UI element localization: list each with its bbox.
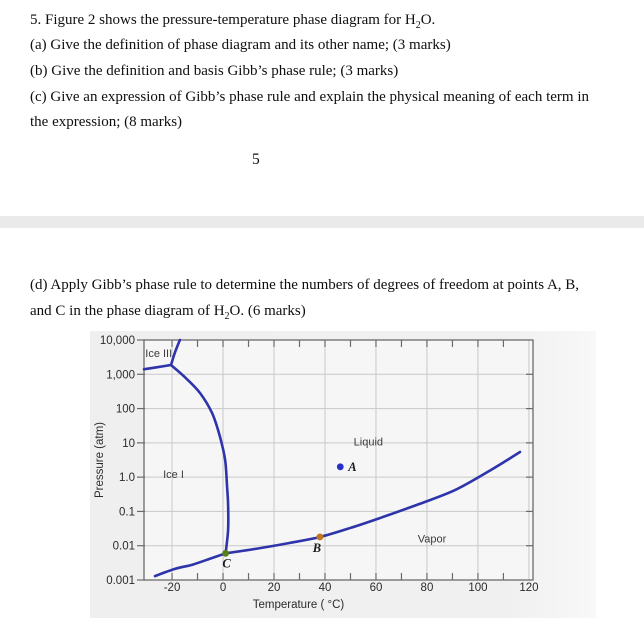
question-part-c-line1: (c) Give an expression of Gibb’s phase rule and explain the physical meaning of each term in: [30, 89, 589, 105]
section-divider: [0, 216, 644, 228]
part-d-line2-text: and C in the phase diagram of H: [30, 303, 225, 319]
x-tick-label: 100: [468, 582, 488, 595]
point-label-B: B: [312, 540, 322, 555]
question-part-a: (a) Give the definition of phase diagram and its other name; (3 marks): [30, 37, 451, 53]
point-label-C: C: [222, 556, 231, 571]
question-part-c-line2: the expression; (8 marks): [30, 114, 183, 130]
region-label-liquid: Liquid: [353, 436, 384, 449]
region-label-vapor: Vapor: [417, 533, 447, 546]
y-tick-label: 1.0: [119, 472, 135, 485]
point-B: [316, 534, 323, 541]
x-tick-label: 20: [267, 582, 281, 595]
question-intro-end: O.: [420, 12, 436, 28]
phase-diagram-figure: [90, 331, 596, 618]
point-A: [337, 463, 344, 470]
phase-diagram-svg: [90, 331, 596, 618]
region-label-ice-iii: Ice III: [145, 347, 173, 360]
y-tick-label: 0.01: [112, 540, 135, 553]
part-d-line2-end: O. (6 marks): [229, 303, 306, 319]
x-tick-label: -20: [163, 582, 181, 595]
y-tick-label: 10,000: [99, 335, 135, 347]
plot-area: [144, 340, 533, 580]
x-tick-label: 40: [318, 582, 332, 595]
x-tick-label: 60: [369, 582, 383, 595]
y-axis-title: Pressure (atm): [94, 421, 106, 499]
page-number: 5: [252, 151, 260, 168]
question-intro: [30, 12, 435, 29]
h2o-subscript: 2: [224, 311, 230, 322]
point-label-A: A: [348, 459, 357, 474]
x-tick-label: 0: [219, 582, 227, 595]
y-tick-label: 1,000: [106, 369, 135, 382]
x-axis-title: Temperature ( °C): [252, 599, 345, 611]
x-tick-label: 80: [420, 582, 434, 595]
x-tick-label: 120: [519, 582, 539, 595]
y-tick-label: 0.001: [106, 575, 135, 587]
question-part-b: (b) Give the definition and basis Gibb’s phase rule; (3 marks): [30, 63, 399, 79]
question-intro-text: 5. Figure 2 shows the pressure-temperature phase diagram for H: [30, 12, 416, 28]
h2o-subscript: 2: [415, 20, 421, 31]
y-tick-label: 10: [122, 437, 135, 450]
question-part-d-line2: [30, 303, 306, 320]
question-part-d-line1: (d) Apply Gibb’s phase rule to determine the numbers of degrees of freedom at points A, B,: [30, 277, 580, 293]
y-tick-label: 0.1: [119, 506, 135, 519]
region-label-ice-i: Ice I: [163, 468, 184, 481]
y-tick-label: 100: [115, 403, 135, 416]
